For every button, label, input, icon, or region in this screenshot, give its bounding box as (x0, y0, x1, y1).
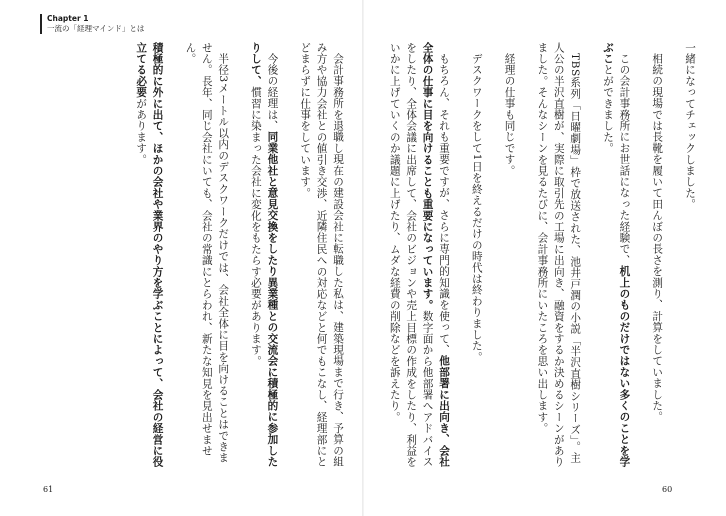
paragraph (649, 42, 665, 472)
text-run: デスクワークをして1日を終えるだけの時代は終わりました。 (470, 52, 483, 363)
bold-text-run: 他部署に出向き、会社全体の仕事に目を向けることも重要になっています。 (421, 42, 450, 467)
paragraph (297, 42, 346, 472)
left-page-body (28, 42, 346, 472)
paragraph (600, 42, 633, 472)
paragraph (248, 42, 281, 472)
bold-text-run: 積極的に外に出て、ほかの会社や業界のやり方を学ぶことによって、会社の経営に役立てる必要 (135, 42, 164, 468)
text-run: 今後の経理は、 (266, 52, 279, 131)
chapter-header (40, 14, 144, 34)
chapter-number: Chapter 1 (47, 14, 89, 23)
paragraph (534, 42, 583, 472)
paragraph (682, 42, 698, 472)
text-run: 慣習に染まった会社に変化をもたらす必要があります。 (249, 86, 262, 367)
text-run: 相続の現場では長靴を履いて田んぼの長さを測り、計算をしていました。 (651, 52, 664, 423)
page-number-left: 61 (43, 485, 54, 494)
right-page-body (386, 42, 698, 472)
text-run: この会計事務所にお世話になった経験で、 (618, 52, 631, 266)
paragraph (468, 42, 484, 472)
text-run: 一緒になってチェックしました。 (684, 42, 696, 210)
page-number-right: 60 (662, 485, 673, 494)
paragraph (182, 42, 231, 472)
text-run: とができました。 (602, 64, 614, 155)
paragraph (386, 42, 452, 472)
paragraph (501, 42, 517, 472)
bold-text-run: 机上のものだけではない多くのことを学ぶこ (602, 42, 631, 468)
text-run: TBS系列「日曜劇場」枠で放送された、池井戸潤の小説「半沢直樹シリーズ」。主人公の半沢直樹が、実際に取引先の工場に出向き、融資をするか決めるシーンがありました。そんなシーンを見るたびに、会計事務所にいたころを思い出します。 (536, 42, 582, 468)
text-run: 半径3メートル以内のデスクワークだけでは、会社全体に目を向けることはできません。長年、同じ会社にいても、会社の常識にとらわれ、新たな知見を見出せません。 (184, 42, 230, 464)
paragraph (133, 42, 166, 472)
text-run: もちろん、それも重要ですが、さらに専門的知識を使って、 (438, 52, 450, 355)
text-run: があります。 (135, 98, 148, 166)
text-run: 経理の仕事も同じです。 (503, 52, 516, 176)
page-gutter (362, 0, 364, 516)
text-run: 数字面から他部署へアドバイスをしたり、全体会議に出席して、会社のビジョンや売上目標の作成をしたり、利益をいかに上げていくのか議題に上げたり、ムダな経費の削除などを訴えたり。 (388, 42, 434, 468)
bold-text-run: 同業他社と意見交換をしたり異業種との交流会に積極的に参加したりして、 (249, 42, 279, 467)
chapter-subtitle: 一流の「経理マインド」とは (47, 24, 145, 33)
text-run: 会計事務所を退職し現在の建設会社に転職した私は、建築現場まで行き、予算の組み方や協力会社との値引き交渉、近隣住民への対応などと何でもこなし、経理部にとどまらずに仕事をしています。 (299, 42, 344, 468)
